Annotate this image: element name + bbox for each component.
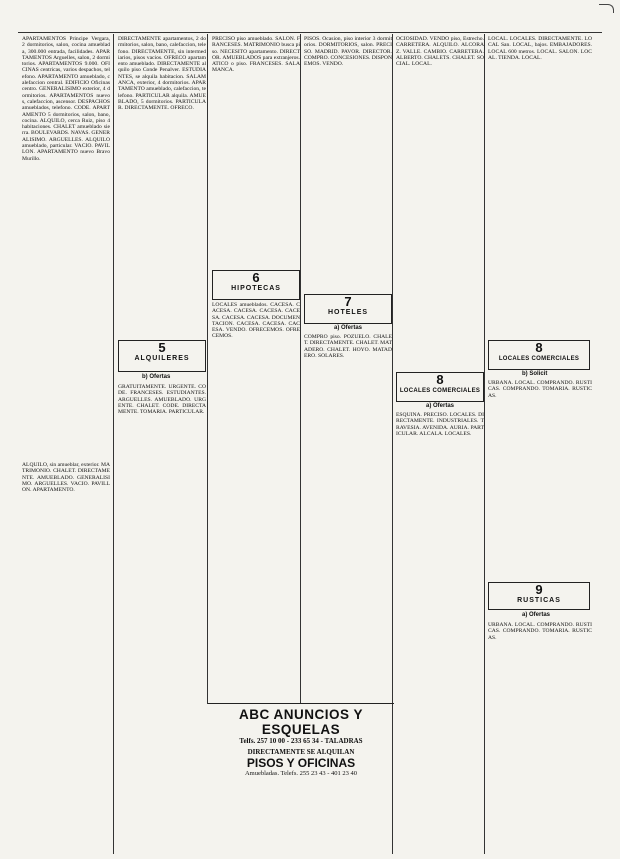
classified-column-4 — [304, 36, 392, 291]
column-text: COMPRO piso. POZUELO. CHALET. DIRECTAMENTE. CHALET. MATADERO. CHALET. HOYO. MATADERO. SOLARES. — [304, 334, 392, 359]
abc-heading: ABC ANUNCIOS Y ESQUELAS — [238, 707, 363, 737]
section-title: LOCALES COMERCIALES — [399, 388, 481, 394]
section-subtitle: a) Ofertas — [426, 403, 455, 409]
section-number: 8 — [535, 340, 543, 355]
section-box-rusticas — [488, 582, 590, 610]
top-rule — [18, 32, 602, 33]
section-subtitle: a) Ofertas — [522, 612, 551, 618]
section-number: 9 — [535, 582, 543, 597]
classified-column-1-lower — [22, 462, 110, 850]
section-number: 8 — [436, 372, 444, 387]
column-text: APARTAMENTOS Principe Vergara, 2 dormitorios, salon, cocina amueblada, 300.000 entrada, facilidades. APARTAMENTOS Arguelles, salon, 2 dormitorios. APARTAMENTOS 9.000. OFICINAS centricas, varios despachos, telefono. APARTAMENTO amueblado, calefaccion central. EDIFICIO Oficinas centro. GENERALISIMO exterior, 4 dormitorios. APARTAMENTOS nuevos, calefaccion, ascensor. DESPACHOS amueblados, telefono. CODE. APARTAMENTO 5 dormitorios, salon, bano, cocina. ALQUILO, cerca Ruiz, piso 4 habitaciones. CHALET amueblado sierra. BOULEVARDS. NAVAS. GENERALISIMO. ARGUELLES. ALQUILO amueblado, particular. VACIO. PAVILLON. APARTAMENTO nuevo Bravo Murillo. — [22, 36, 110, 162]
column-text: ALQUILO, sin amueblar, exterior. MATRIMONIO. CHALET. DIRECTAMENTE. AMUEBLADO. GENERALISIMO. ARGUELLES. VACIO. PAVILLON. APARTAMENTO. — [22, 462, 110, 494]
section-title: LOCALES COMERCIALES — [498, 356, 580, 362]
section-subtitle: b) Ofertas — [142, 374, 171, 380]
classified-column-5 — [396, 36, 484, 371]
column-text: PRECISO piso amueblado. SALON. FRANCESES. MATRIMONIO busca piso. NECESITO apartamento. DIRECTOR. AMUEBLADOS para extranjeros. ATICO o piso. FRANCESES. SALAMANCA. — [212, 36, 300, 74]
abc-line-a: DIRECTAMENTE SE ALQUILAN — [247, 748, 355, 756]
classified-column-5-lower — [396, 412, 484, 842]
classified-column-6-middle — [488, 380, 592, 572]
classified-column-3 — [212, 36, 300, 268]
column-text: PISOS. Ocasion, piso interior 3 dormitorios. DORMITORIOS, salon. PRECISO. MADRID. PAVOR. DIRECTOR. COMPRO. CONCESIONES. DISPONEMOS. VENDO. — [304, 36, 392, 68]
section-title: ALQUILERES — [134, 355, 190, 362]
column-text: OCIOSIDAD. VENDO piso, Estrecho. CARRETERA. ALQUILO. ALCORAZ. VALLE. CAMBIO. CARRETERA. ALBERTO. CHALETS. CHALET. SOCIAL. LOCAL. — [396, 36, 484, 68]
column-text: URBANA. LOCAL. COMPRANDO. RUSTICAS. COMPRANDO. TOMARIA. RUSTICAS. — [488, 380, 592, 399]
section-subtitle: a) Ofertas — [334, 325, 363, 331]
classified-column-4-lower — [304, 334, 392, 698]
column-rule — [113, 34, 114, 854]
abc-line-b: PISOS Y OFICINAS — [246, 756, 356, 770]
column-rule — [484, 34, 485, 854]
abc-phones: Telfs. 257 10 00 - 233 65 34 - TALADRAS — [239, 737, 363, 745]
section-box-alquileres — [118, 340, 206, 372]
section-title: HOTELES — [327, 309, 369, 316]
abc-line-c: Amuebladas. Telefs. 255 23 43 - 401 23 40 — [244, 770, 358, 777]
section-box-locales — [396, 372, 484, 402]
column-text: GRATUITAMENTE. URGENTE. CODE. FRANCESES. ESTUDIANTES. ARGUELLES. AMUEBLADO. URGENTE. CHALET. CODE. DIRECTAMENTE. TOMARIA. PARTICULAR. — [118, 384, 206, 416]
section-title: HIPOTECAS — [231, 285, 281, 292]
column-rule — [300, 34, 301, 704]
classified-column-3-lower — [212, 302, 300, 698]
abc-advert-box — [208, 703, 394, 777]
classified-column-6-lower — [488, 622, 592, 842]
classified-column-6 — [488, 36, 592, 338]
section-subtitle: b) Solicit — [522, 371, 548, 377]
section-title: RUSTICAS — [517, 597, 561, 604]
column-rule — [207, 34, 208, 704]
classified-column-1 — [22, 36, 110, 456]
section-box-hoteles — [304, 294, 392, 324]
section-number: 5 — [158, 340, 166, 355]
column-text: URBANA. LOCAL. COMPRANDO. RUSTICAS. COMPRANDO. TOMARIA. RUSTICAS. — [488, 622, 592, 641]
section-number: 6 — [252, 270, 260, 285]
section-number: 7 — [344, 294, 352, 309]
section-box-hipotecas — [212, 270, 300, 300]
column-text: DIRECTAMENTE apartamentos, 2 dormitorios, salon, bano, calefaccion, telefono. DIRECTAMENTE, sin intermediarios, pisos vacios. OFRECO apartamento amueblado. DIRECTAMENTE alquilo piso Conde Penalver. ESTUDIANTES, se alquila habitacion. SALAMANCA, exterior, 4 dormitorios. APARTAMENTO amueblado, calefaccion, telefono. PARTICULAR alquila. AMUEBLADO, 5 dormitorios. PARTICULAR. DIRECTAMENTE. OFRECO. — [118, 36, 206, 112]
page-corner-mark — [599, 4, 614, 13]
column-text: ESQUINA. PRECISO. LOCALES. DIRECTAMENTE. INDUSTRIALES. TRAVESIA. AVENIDA. AURIA. PARTICULAR. ALCALA. LOCALES. — [396, 412, 484, 437]
column-text: LOCAL. LOCALES. DIRECTAMENTE. LOCAL San. LOCAL, bajos. EMBAJADORES. LOCAL 600 metros. LOCAL. SALON. LOCAL. TIENDA. LOCAL. — [488, 36, 592, 61]
column-text: LOCALES amueblados. CACESA. CACESA. CACESA. CACESA. CACESA. CACESA. CACESA. DOCUMENTACION. CACESA. CACESA. CACESA. VENDO. OFRECEMOS. OFRECEMOS. — [212, 302, 300, 340]
classified-column-2 — [118, 36, 206, 336]
classified-column-2-lower — [118, 384, 206, 824]
section-box-locales-solicit — [488, 340, 590, 370]
